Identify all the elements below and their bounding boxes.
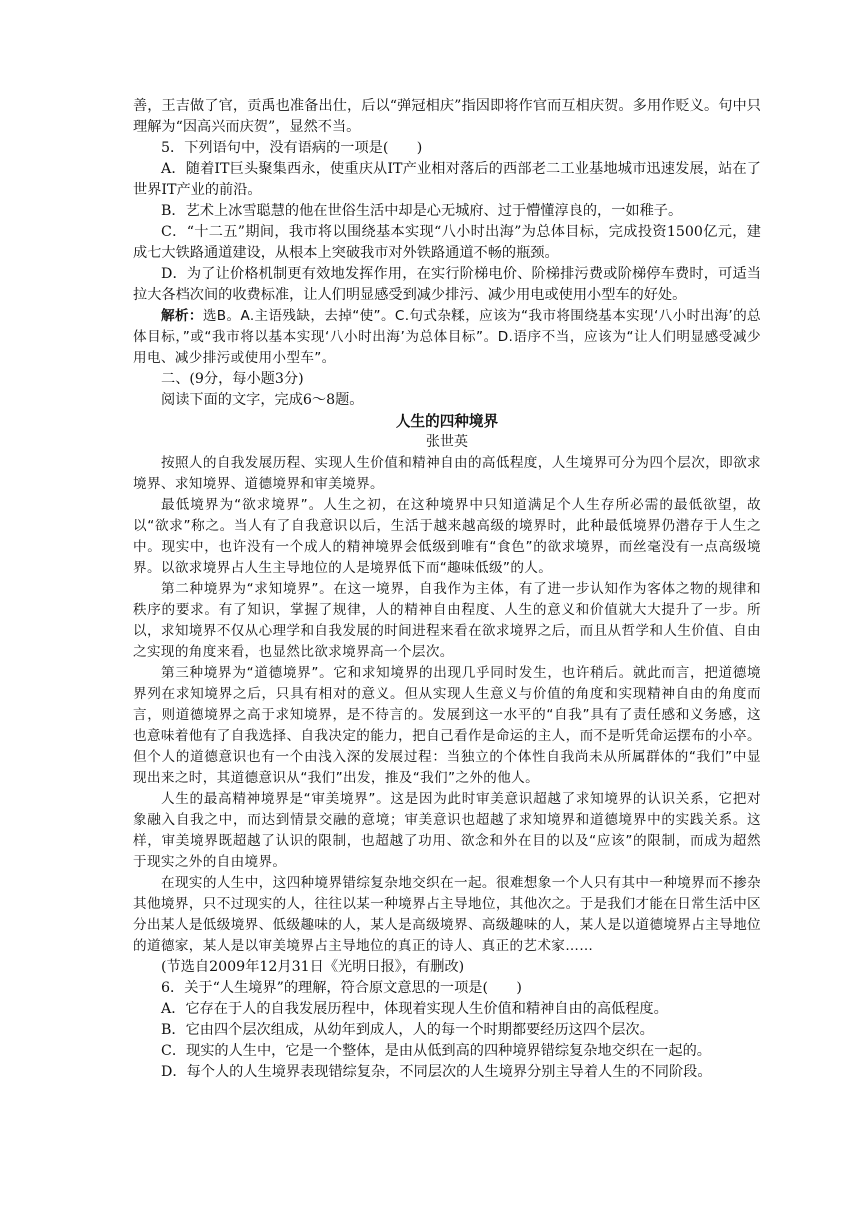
q5-option-d: D．为了让价格机制更有效地发挥作用，在实行阶梯电价、阶梯排污费或阶梯停车费时，可适当拉大各档次间的收费标准，让人们明显感受到减少排污、减少用电或使用小型车的好处。: [133, 266, 761, 303]
article-paragraph-1: 按照人的自我发展历程、实现人生价值和精神自由的高低程度，人生境界可分为四个层次，即欲求境界、求知境界、道德境界和审美境界。: [133, 455, 761, 492]
q6-option-d: D．每个人的人生境界表现错综复杂，不同层次的人生境界分别主导着人生的不同阶段。: [161, 1064, 712, 1080]
article-paragraph-4: 第三种境界为“道德境界”。它和求知境界的出现几乎同时发生，也许稍后。就此而言，把道德境界列在求知境界之后，只具有相对的意义。但从实现人生意义与价值的角度和实现精神自由的角度而言，则道德境界之高于求知境界，是不待言的。发展到这一水平的“自我”具有了责任感和义务感，这也意味着他有了自我选择、自我决定的能力，把自己看作是命运的主人，而不是听凭命运摆布的小卒。但个人的道德意识也有一个由浅入深的发展过程：当独立的个体性自我尚未从所属群体的“我们”中显现出来之时，其道德意识从“我们”出发，推及“我们”之外的他人。: [133, 665, 761, 786]
article-paragraph-6: 在现实的人生中，这四种境界错综复杂地交织在一起。很难想象一个人只有其中一种境界而不掺杂其他境界，只不过现实的人，往往以某一种境界占主导地位，其他次之。于是我们才能在日常生活中区分出某人是低级境界、低级趣味的人，某人是高级境界、高级趣味的人，某人是以道德境界占主导地位的道德家，某人是以审美境界占主导地位的真正的诗人、真正的艺术家……: [133, 875, 761, 954]
q5-option-c: C．“十二五”期间，我市将以围绕基本实现“八小时出海”为总体目标，完成投资1500亿元，建成七大铁路通道建设，从根本上突破我市对外铁路通道不畅的瓶颈。: [133, 224, 761, 261]
analysis-text: 选B。A.主语残缺，去掉“使”。C.句式杂糅，应该为“我市将围绕基本实现‘八小时出海’的总体目标，”或“我市将以基本实现‘八小时出海’为总体目标”。D.语序不当，应该为“让人们明显感受减少用电、减少排污或使用小型车”。: [133, 308, 761, 366]
continuation-paragraph: 善，王吉做了官，贡禹也准备出仕，后以“弹冠相庆”指因即将作官而互相庆贺。多用作贬义。句中只理解为“因高兴而庆贺”，显然不当。: [133, 98, 761, 135]
q5-option-b: B．艺术上冰雪聪慧的他在世俗生活中却是心无城府、过于懵懂淳良的，一如稚子。: [161, 203, 683, 219]
section2-instruction: 阅读下面的文字，完成6～8题。: [161, 392, 364, 408]
article-source: (节选自2009年12月31日《光明日报》，有删改): [161, 959, 465, 975]
q6-option-b: B．它由四个层次组成，从幼年到成人，人的每一个时期都要经历这四个层次。: [161, 1022, 654, 1038]
article-paragraph-3: 第二种境界为“求知境界”。在这一境界，自我作为主体，有了进一步认知作为客体之物的规律和秩序的要求。有了知识，掌握了规律，人的精神自由程度、人生的意义和价值就大大提升了一步。所以，求知境界不仅从心理学和自我发展的时间进程来看在欲求境界之后，而且从哲学和人生价值、自由之实现的角度来看，也显然比欲求境界高一个层次。: [133, 581, 761, 660]
q5-option-a: A．随着IT巨头聚集西永，使重庆从IT产业相对落后的西部老二工业基地城市迅速发展，站在了世界IT产业的前沿。: [133, 161, 761, 198]
document-page: [133, 96, 761, 1083]
article-title: 人生的四种境界: [395, 413, 499, 430]
q6-stem: 6．关于“人生境界”的理解，符合原文意思的一项是( ): [161, 980, 522, 996]
q5-analysis: [133, 306, 761, 369]
q5-stem: 5．下列语句中，没有语病的一项是( ): [161, 140, 423, 156]
analysis-label: 解析：: [161, 308, 203, 324]
article-paragraph-5: 人生的最高精神境界是“审美境界”。这是因为此时审美意识超越了求知境界的认识关系，它把对象融入自我之中，而达到情景交融的意境；审美意识也超越了求知境界和道德境界中的实践关系。这样，审美境界既超越了认识的限制，也超越了功用、欲念和外在目的以及“应该”的限制，而成为超然于现实之外的自由境界。: [133, 791, 761, 870]
article-paragraph-2: 最低境界为“欲求境界”。人生之初，在这种境界中只知道满足个人生存所必需的最低欲望，故以“欲求”称之。当人有了自我意识以后，生活于越来越高级的境界时，此种最低境界仍潜存于人生之中。现实中，也许没有一个成人的精神境界会低级到唯有“食色”的欲求境界，而丝毫没有一点高级境界。以欲求境界占人生主导地位的人是境界低下而“趣味低级”的人。: [133, 497, 761, 576]
article-author: 张世英: [426, 434, 468, 450]
q6-option-c: C．现实的人生中，它是一个整体，是由从低到高的四种境界错综复杂地交织在一起的。: [161, 1043, 711, 1059]
q6-option-a: A．它存在于人的自我发展历程中，体现着实现人生价值和精神自由的高低程度。: [161, 1001, 668, 1017]
section2-heading: 二、(9分，每小题3分): [161, 371, 304, 387]
